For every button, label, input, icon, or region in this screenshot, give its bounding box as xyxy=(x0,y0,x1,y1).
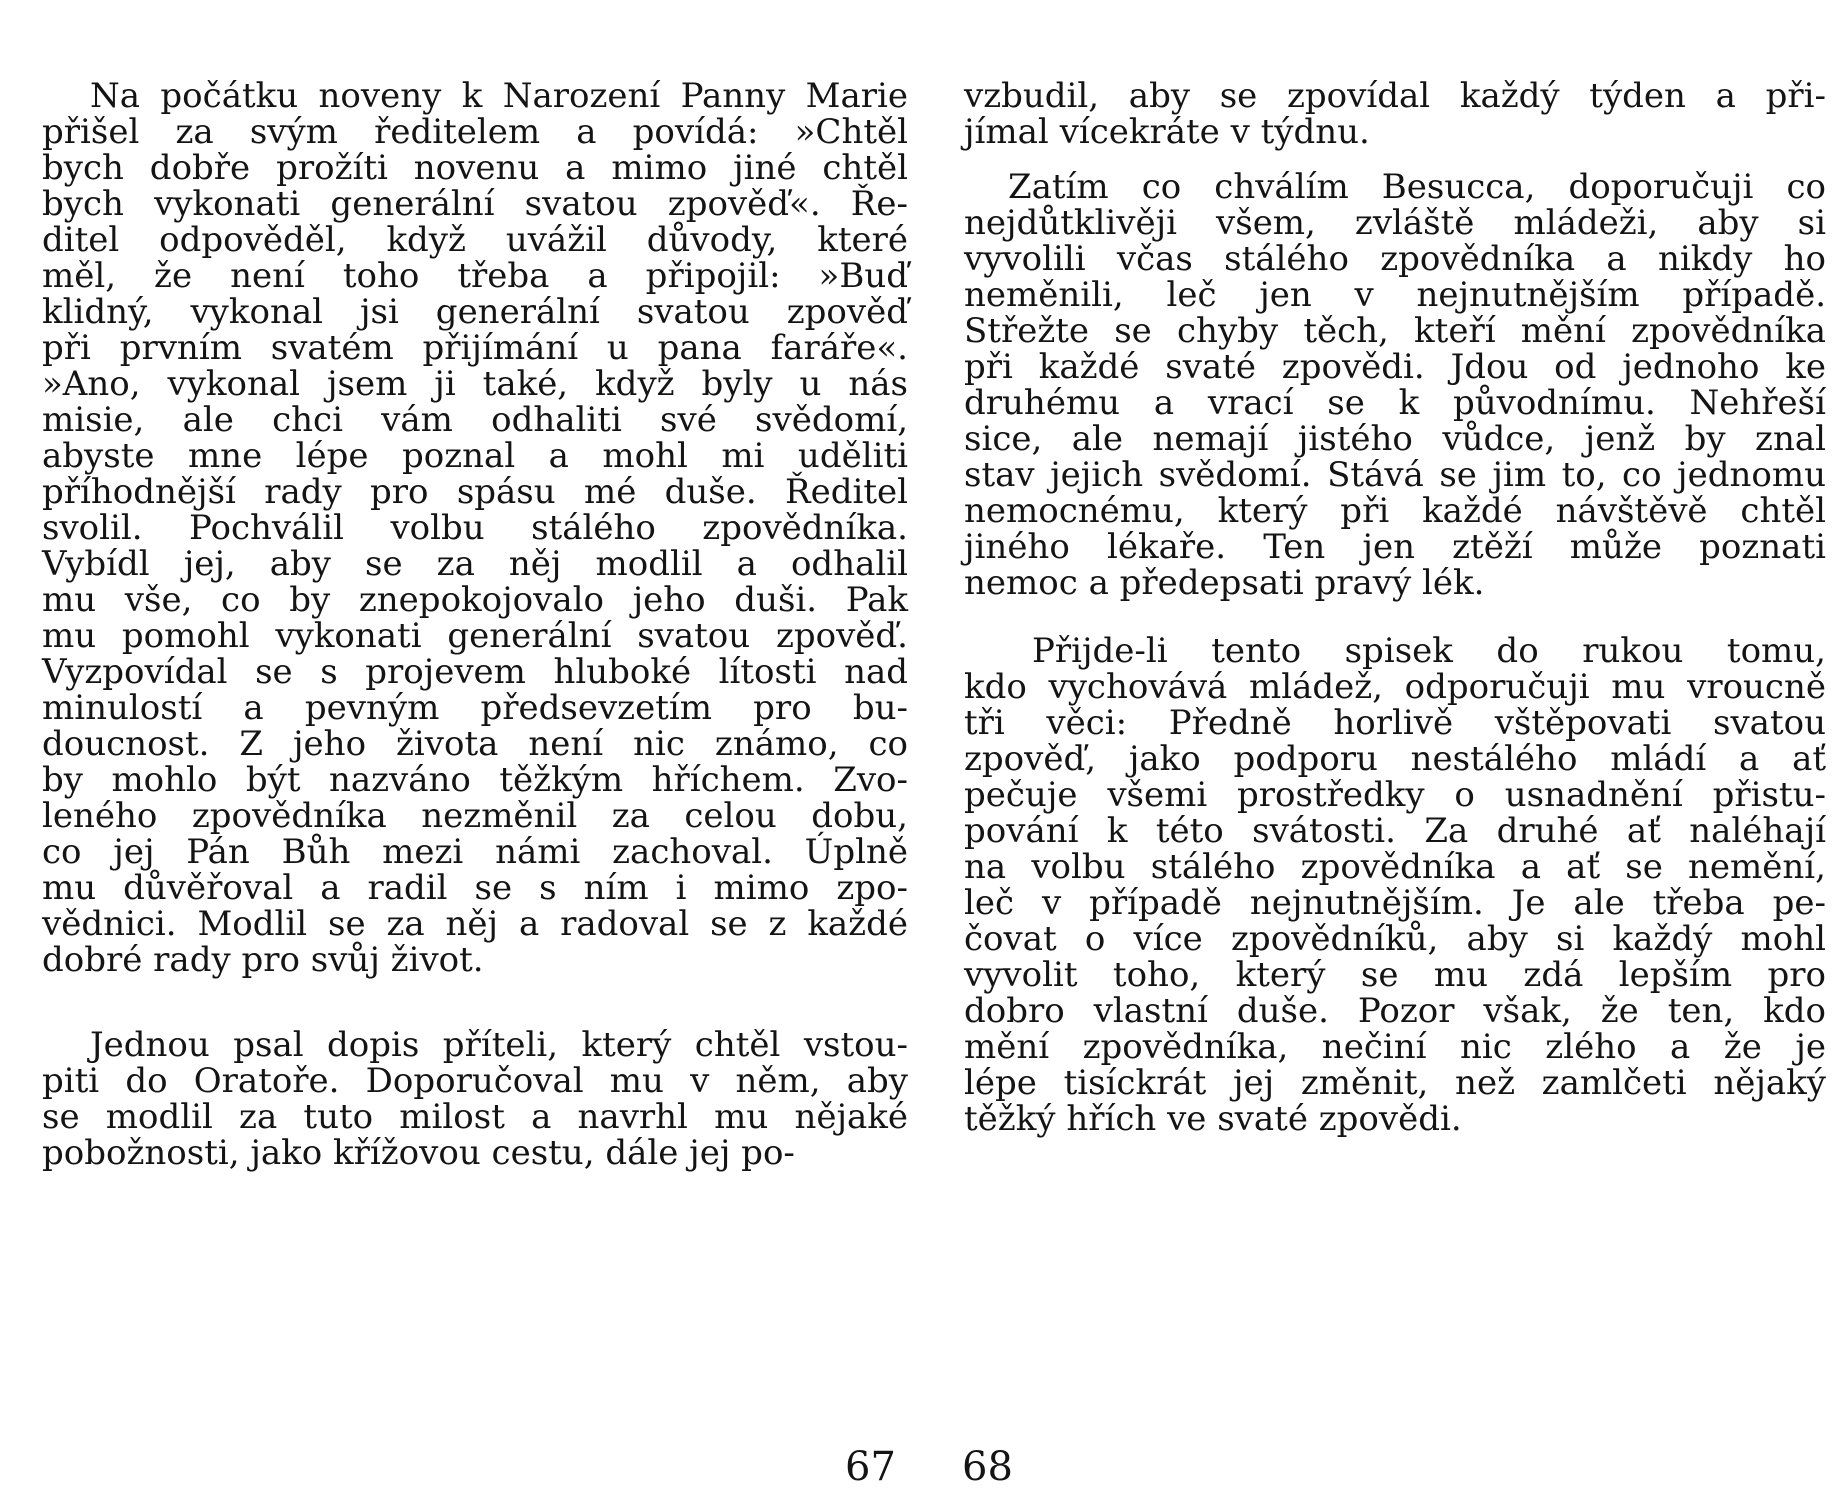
text-line: nemoc a předepsati pravý lék. xyxy=(964,563,1485,603)
text-line: při prvním svatém přijímání u pana faráře«. xyxy=(42,328,908,368)
text-line: těžký hřích ve svaté zpovědi. xyxy=(964,1099,1462,1139)
text-line: klidný, vykonal jsi generální svatou zpověď xyxy=(42,292,908,332)
text-line: Přijde-li tento spisek do rukou tomu, xyxy=(1032,631,1826,671)
text-line: se modlil za tuto milost a navrhl mu nějaké xyxy=(42,1097,908,1137)
right-page xyxy=(940,0,1840,1500)
text-line: Zatím co chválím Besucca, doporučuji co xyxy=(1008,167,1826,207)
text-line: nemocnému, který při každé návštěvě chtěl xyxy=(964,491,1826,531)
text-line: Vybídl jej, aby se za něj modlil a odhalil xyxy=(42,544,908,584)
text-line: vyvolit toho, který se mu zdá lepším pro xyxy=(964,955,1826,995)
text-line: bych dobře prožíti novenu a mimo jiné chtěl xyxy=(42,148,908,188)
text-line: mu pomohl vykonati generální svatou zpověď. xyxy=(42,616,908,656)
text-line: mu důvěřoval a radil se s ním i mimo zpo- xyxy=(42,868,908,908)
text-line: piti do Oratoře. Doporučoval mu v něm, aby xyxy=(42,1061,908,1101)
text-line: mu vše, co by znepokojovalo jeho duši. Pak xyxy=(42,580,908,620)
left-page xyxy=(20,0,920,1500)
text-line: dobro vlastní duše. Pozor však, že ten, kdo xyxy=(964,991,1826,1031)
text-line: Střežte se chyby těch, kteří mění zpovědníka xyxy=(964,311,1826,351)
text-line: sice, ale nemají jistého vůdce, jenž by znal xyxy=(964,419,1826,459)
text-line: leného zpovědníka nezměnil za celou dobu, xyxy=(42,796,908,836)
text-line: vzbudil, aby se zpovídal každý týden a při- xyxy=(964,76,1826,116)
page-number: 68 xyxy=(962,1444,1013,1490)
text-line: svolil. Pochválil volbu stálého zpovědníka. xyxy=(42,508,908,548)
text-line: co jej Pán Bůh mezi námi zachoval. Úplně xyxy=(42,832,908,872)
text-line: nejdůtklivěji všem, zvláště mládeži, aby si xyxy=(964,203,1826,243)
text-line: mění zpovědníka, nečiní nic zlého a že je xyxy=(964,1027,1826,1067)
text-line: na volbu stálého zpovědníka a ať se nemění, xyxy=(964,847,1826,887)
text-line: čovat o více zpovědníků, aby si každý mohl xyxy=(964,919,1826,959)
text-line: minulostí a pevným předsevzetím pro bu- xyxy=(42,688,908,728)
text-line: měl, že není toho třeba a připojil: »Buď xyxy=(42,256,908,296)
text-line: pečuje všemi prostředky o usnadnění přistu- xyxy=(964,775,1826,815)
text-line: by mohlo být nazváno těžkým hříchem. Zvo- xyxy=(42,760,908,800)
text-line: přišel za svým ředitelem a povídá: »Chtěl xyxy=(42,112,908,152)
text-line: dobré rady pro svůj život. xyxy=(42,940,484,980)
text-line: kdo vychovává mládež, odporučuji mu vroucně xyxy=(964,667,1826,707)
text-line: Na počátku noveny k Narození Panny Marie xyxy=(90,76,908,116)
text-line: ditel odpověděl, když uvážil důvody, které xyxy=(42,220,908,260)
text-line: zpověď, jako podporu nestálého mládí a ať xyxy=(964,739,1826,779)
text-line: jímal vícekráte v týdnu. xyxy=(964,112,1370,152)
text-line: bych vykonati generální svatou zpověď«. Ře- xyxy=(42,184,908,224)
text-line: při každé svaté zpovědi. Jdou od jednoho ke xyxy=(964,347,1826,387)
text-line: Vyzpovídal se s projevem hluboké lítosti nad xyxy=(42,652,908,692)
text-line: druhému a vrací se k původnímu. Nehřeší xyxy=(964,383,1826,423)
text-line: vyvolili včas stálého zpovědníka a nikdy ho xyxy=(964,239,1826,279)
text-line: doucnost. Z jeho života není nic známo, co xyxy=(42,724,908,764)
text-line: stav jejich svědomí. Stává se jim to, co jednomu xyxy=(964,455,1826,495)
text-line: pování k této svátosti. Za druhé ať naléhají xyxy=(964,811,1826,851)
text-line: tři věci: Předně horlivě vštěpovati svatou xyxy=(964,703,1826,743)
text-line: jiného lékaře. Ten jen ztěží může poznati xyxy=(964,527,1826,567)
text-line: lépe tisíckrát jej změnit, než zamlčeti nějaký xyxy=(964,1063,1826,1103)
text-line: abyste mne lépe poznal a mohl mi uděliti xyxy=(42,436,908,476)
text-line: leč v případě nejnutnějším. Je ale třeba pe- xyxy=(964,883,1826,923)
text-line: neměnili, leč jen v nejnutnějším případě. xyxy=(964,275,1826,315)
text-line: Jednou psal dopis příteli, který chtěl vstou- xyxy=(90,1025,908,1065)
text-line: misie, ale chci vám odhaliti své svědomí, xyxy=(42,400,908,440)
page-number: 67 xyxy=(845,1444,896,1490)
text-line: pobožnosti, jako křížovou cestu, dále jej po- xyxy=(42,1133,795,1173)
text-line: vědnici. Modlil se za něj a radoval se z každé xyxy=(42,904,908,944)
text-line: příhodnější rady pro spásu mé duše. Ředitel xyxy=(42,472,908,512)
text-line: »Ano, vykonal jsem ji také, když byly u nás xyxy=(42,364,908,404)
